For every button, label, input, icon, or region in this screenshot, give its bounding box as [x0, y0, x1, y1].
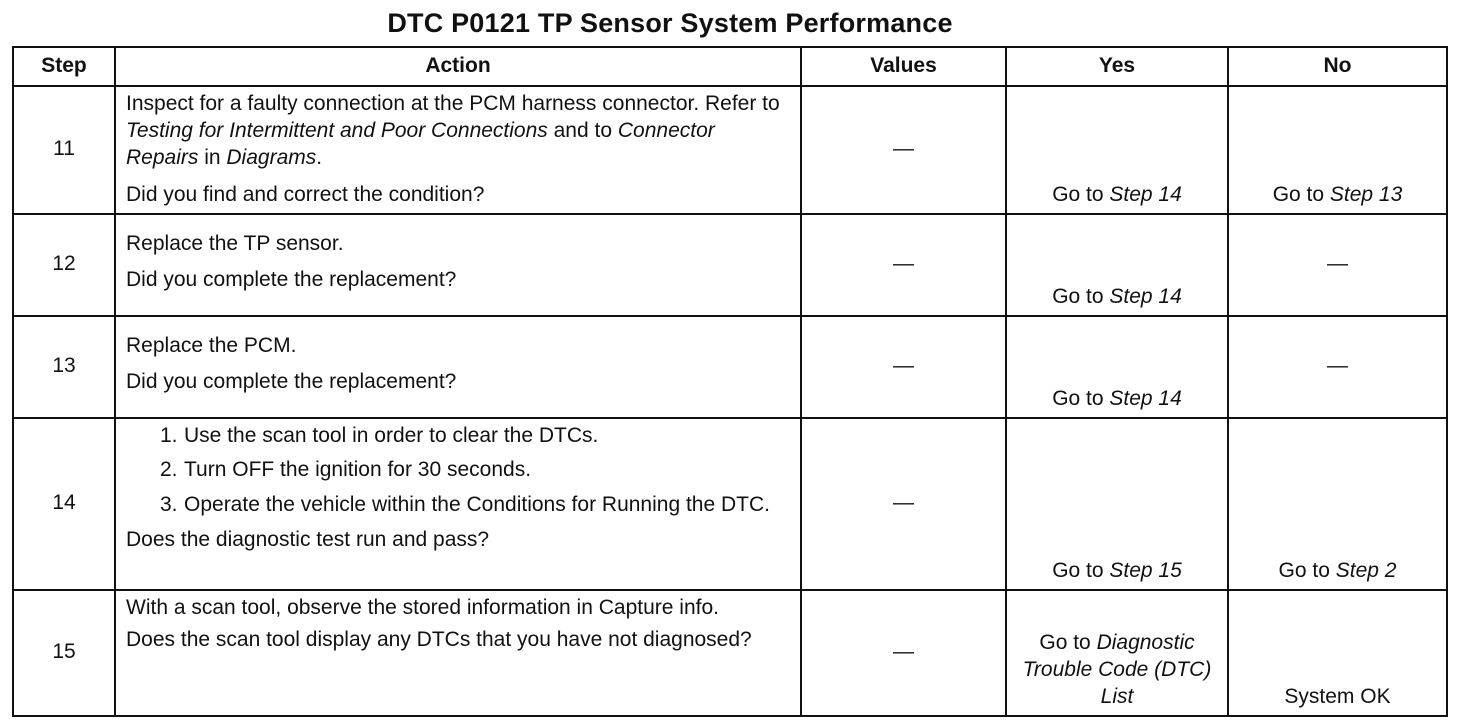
list-item: 1. Use the scan tool in order to clear the DTCs. [160, 423, 599, 447]
step-number: 11 [13, 86, 115, 214]
reference-link: Step 14 [1109, 386, 1182, 410]
page-title: DTC P0121 TP Sensor System Performance [387, 8, 953, 38]
reference-link: Step 14 [1109, 182, 1182, 206]
no-cell: Go to Step 2 [1228, 418, 1447, 590]
action-text: connector. Refer to [602, 92, 780, 115]
values-cell: — [801, 316, 1006, 418]
values-cell: — [801, 590, 1006, 716]
reference-link: Diagnostic Trouble Code (DTC) List [1022, 630, 1212, 709]
action-text: . [316, 145, 323, 169]
action-text: Replace the PCM. [126, 333, 297, 357]
header-no: No [1228, 47, 1447, 86]
question-text: Does the diagnostic test run and pass? [126, 528, 490, 552]
reference-link: Diagrams [226, 145, 317, 169]
no-cell: System OK [1228, 590, 1447, 716]
header-yes: Yes [1006, 47, 1228, 86]
no-cell: — [1228, 214, 1447, 316]
reference-link: Step 14 [1109, 284, 1182, 308]
action-cell [115, 418, 801, 590]
header-step: Step [13, 47, 115, 86]
question-text: Did you complete the replacement? [126, 370, 457, 394]
values-cell: — [801, 86, 1006, 214]
step-number: 13 [13, 316, 115, 418]
step-number: 12 [13, 214, 115, 316]
step-number: 15 [13, 590, 115, 716]
no-cell: — [1228, 316, 1447, 418]
yes-cell: Go to Diagnostic Trouble Code (DTC) List [1006, 590, 1228, 716]
substep-list [126, 423, 790, 520]
reference-link: Connector Repairs [126, 118, 715, 169]
header-action: Action [115, 47, 801, 86]
table-row [13, 590, 1447, 716]
question-text: Did you find and correct the condition? [126, 182, 485, 206]
step-number: 14 [13, 418, 115, 590]
table-row [13, 214, 1447, 316]
action-text: Inspect for a faulty connection at the PCM harness [126, 92, 597, 115]
reference-link: Step 15 [1109, 558, 1182, 582]
reference-link: Step 2 [1335, 558, 1397, 582]
no-cell: Go to Step 13 [1228, 86, 1447, 214]
header-row [13, 47, 1447, 86]
action-text: With a scan tool, observe the stored information in Capture info. [126, 595, 719, 619]
action-cell [115, 590, 801, 716]
yes-cell: Go to Step 15 [1006, 418, 1228, 590]
action-cell [115, 316, 801, 418]
action-cell [115, 214, 801, 316]
reference-link: Step 13 [1329, 182, 1403, 206]
dtc-table [12, 46, 1448, 717]
yes-cell: Go to Step 14 [1006, 86, 1228, 214]
reference-link: Testing for Intermittent and Poor Connections [126, 118, 548, 142]
action-text: and to [547, 118, 618, 142]
table-row [13, 316, 1447, 418]
yes-cell: Go to Step 14 [1006, 316, 1228, 418]
values-cell: — [801, 418, 1006, 590]
action-text: in [198, 145, 227, 169]
yes-cell: Go to Step 14 [1006, 214, 1228, 316]
action-cell [115, 86, 801, 214]
values-cell: — [801, 214, 1006, 316]
list-item: 3. Operate the vehicle within the Conditions for Running the DTC. [160, 493, 770, 517]
table-row [13, 418, 1447, 590]
question-text: Does the scan tool display any DTCs that you have not diagnosed? [126, 628, 752, 652]
header-values: Values [801, 47, 1006, 86]
action-text: Replace the TP sensor. [126, 231, 344, 255]
list-item: 2. Turn OFF the ignition for 30 seconds. [160, 458, 532, 482]
question-text: Did you complete the replacement? [126, 268, 457, 292]
table-row [13, 86, 1447, 214]
